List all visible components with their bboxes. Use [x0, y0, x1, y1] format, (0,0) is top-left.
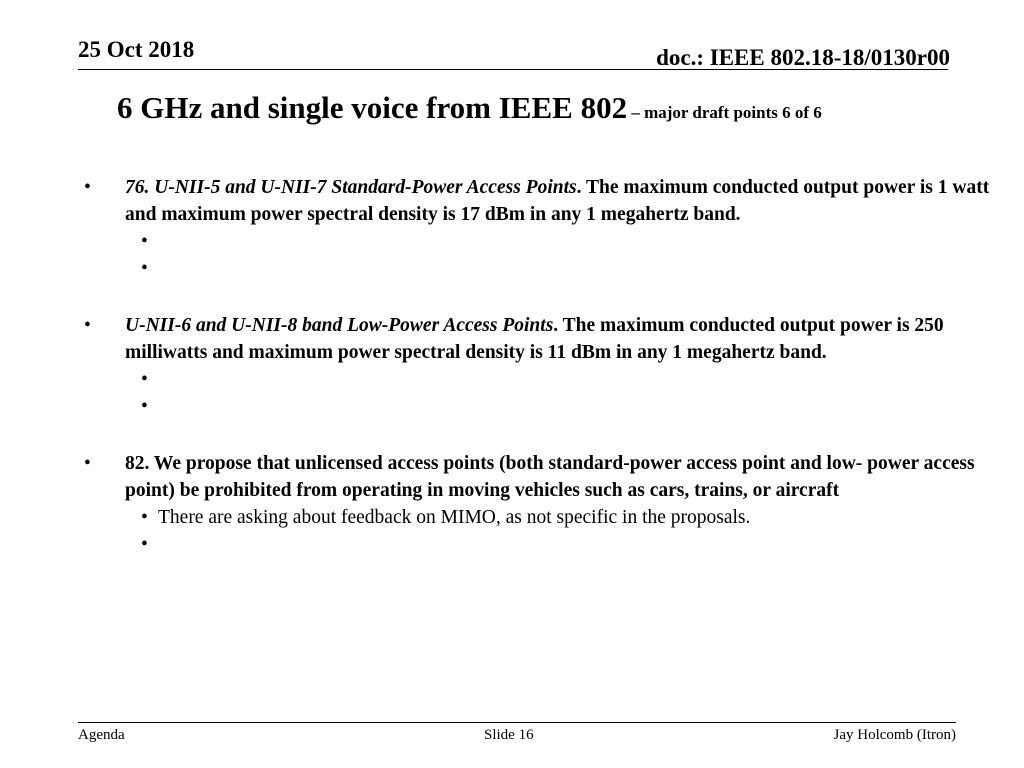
bullet-lead: U-NII-6 and U-NII-8 band Low-Power Access Points [125, 315, 554, 336]
bullet-item [84, 174, 994, 228]
header-divider [78, 69, 948, 70]
sub-bullet-item [128, 531, 994, 558]
sub-list [128, 228, 994, 282]
footer-divider [78, 722, 956, 723]
footer-author: Jay Holcomb (Itron) [833, 727, 956, 743]
sub-bullet-dot: • [141, 396, 148, 417]
sub-bullet-dot: • [141, 231, 148, 252]
bullet-text: . The maximum conducted output power is 250 milliwatts and maximum power spectral density is 11 dBm in any 1 megahertz band. [125, 315, 944, 363]
sub-bullet-item [128, 228, 994, 255]
sub-bullet-item [128, 255, 994, 282]
sub-bullet-item [128, 393, 994, 420]
sub-bullet-dot: • [141, 507, 148, 528]
sub-bullet-dot: • [141, 534, 148, 555]
sub-bullet-item [128, 504, 994, 531]
slide-body [84, 174, 994, 558]
slide-number: Slide 16 [484, 727, 534, 743]
bullet-text: . The maximum conducted output power is 1 watt and maximum power spectral density is 17 dBm in any 1 megahertz band. [125, 177, 990, 225]
slide-title [117, 90, 822, 126]
footer-section-label: Agenda [78, 727, 125, 743]
bullet-item [84, 312, 994, 366]
sub-bullet-text: There are asking about feedback on MIMO, as not specific in the proposals. [158, 507, 751, 528]
bullet-lead: 76. U-NII-5 and U-NII-7 Standard-Power Access Points [125, 177, 577, 198]
sub-list [128, 366, 994, 420]
sub-bullet-dot: • [141, 258, 148, 279]
sub-bullet-item [128, 366, 994, 393]
bullet-dot: • [84, 453, 91, 474]
header-date: 25 Oct 2018 [78, 37, 195, 62]
sub-list [128, 504, 994, 558]
bullet-dot: • [84, 177, 91, 198]
sub-bullet-dot: • [141, 369, 148, 390]
bullet-text: 82. We propose that unlicensed access points (both standard-power access point and low- power access point) be prohibited from operating in moving vehicles such as cars, trains, or aircraft [125, 453, 975, 501]
bullet-item [84, 450, 994, 504]
document-id: doc.: IEEE 802.18-18/0130r00 [656, 45, 950, 70]
slide-title-sub: – major draft points 6 of 6 [627, 103, 822, 122]
slide-title-main: 6 GHz and single voice from IEEE 802 [117, 90, 628, 125]
bullet-dot: • [84, 315, 91, 336]
